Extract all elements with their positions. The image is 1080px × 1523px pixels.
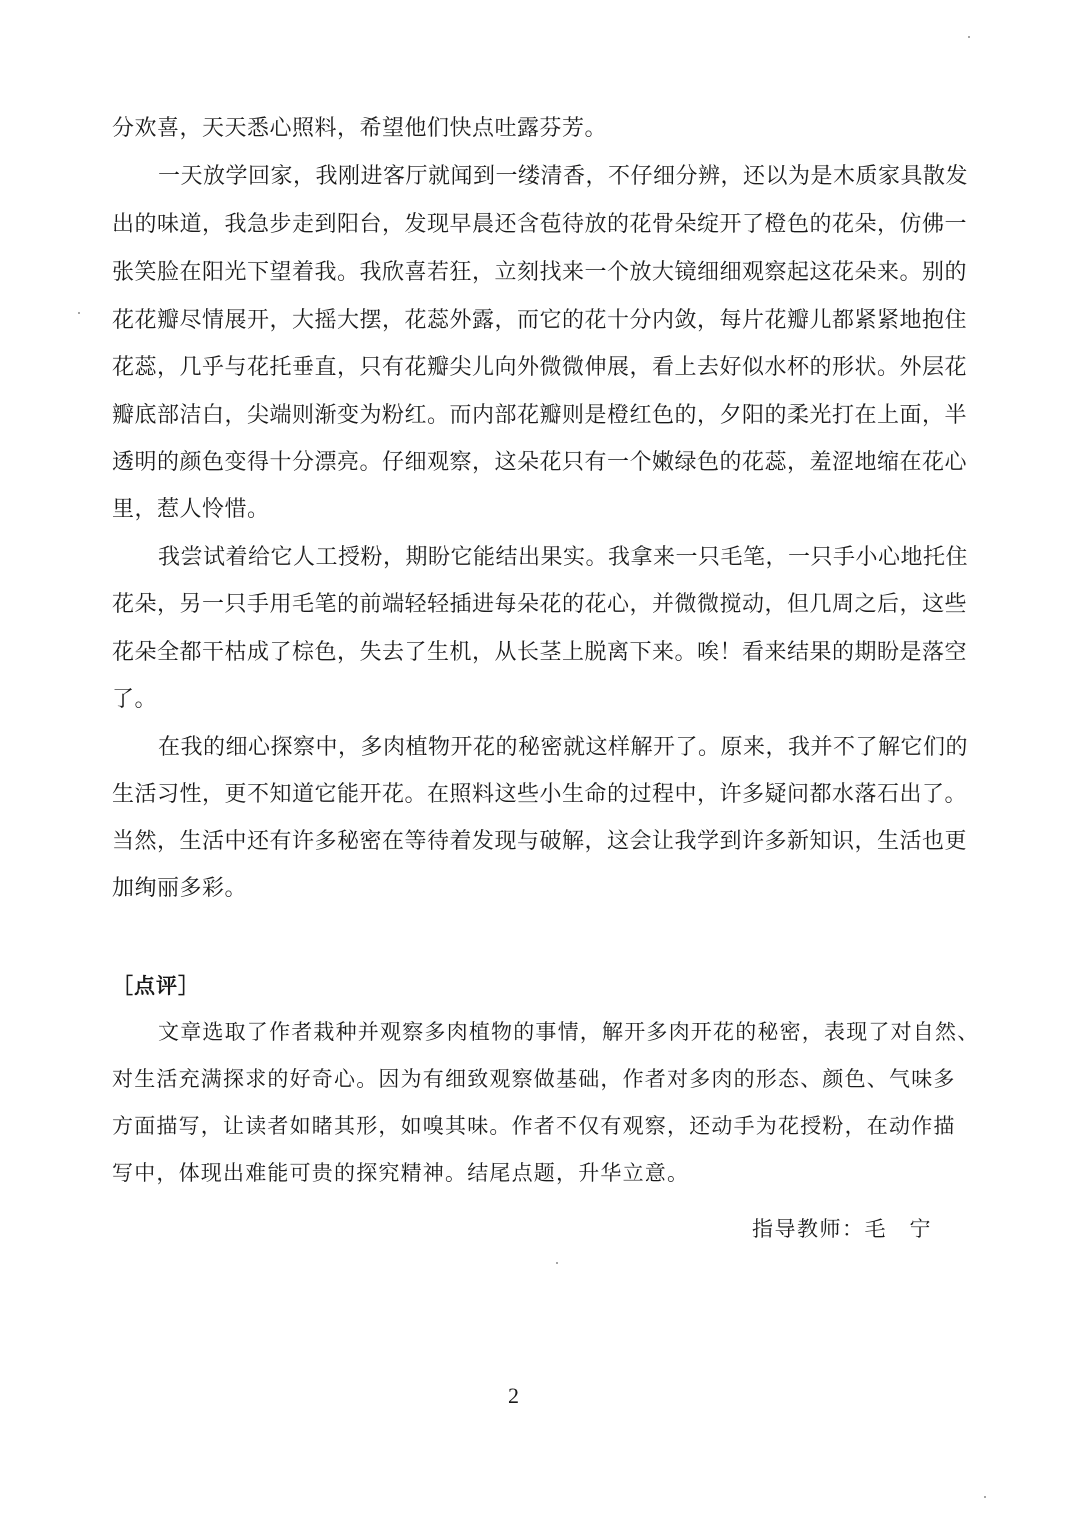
essay-line: 我尝试着给它人工授粉，期盼它能结出果实。我拿来一只毛笔，一只手小心地托住: [158, 545, 969, 570]
scan-speck: [968, 36, 970, 38]
essay-line: 一天放学回家，我刚进客厅就闻到一缕清香，不仔细分辨，还以为是木质家具散发: [158, 164, 969, 189]
essay-line: 分欢喜，天天悉心照料，希望他们快点吐露芬芳。: [112, 116, 608, 141]
essay-line: 在我的细心探察中，多肉植物开花的秘密就这样解开了。原来，我并不了解它们的: [158, 735, 969, 760]
essay-line: 透明的颜色变得十分漂亮。仔细观察，这朵花只有一个嫩绿色的花蕊，羞涩地缩在花心: [112, 450, 968, 475]
essay-line: 瓣底部洁白，尖端则渐变为粉红。而内部花瓣则是橙红色的，夕阳的柔光打在上面，半: [112, 403, 968, 428]
comment-line: 文章选取了作者栽种并观察多肉植物的事情，解开多肉开花的秘密，表现了对自然、: [158, 1020, 980, 1044]
essay-line: 花蕊，几乎与花托垂直，只有花瓣尖儿向外微微伸展，看上去好似水杯的形状。外层花: [112, 355, 968, 380]
essay-line: 花朵全都干枯成了棕色，失去了生机，从长茎上脱离下来。唉！看来结果的期盼是落空: [112, 640, 968, 665]
essay-line: 花花瓣尽情展开，大摇大摆，花蕊外露，而它的花十分内敛，每片花瓣儿都紧紧地抱住: [112, 308, 968, 333]
essay-line: 张笑脸在阳光下望着我。我欣喜若狂，立刻找来一个放大镜细细观察起这花朵来。别的: [112, 260, 968, 285]
essay-line: 里，惹人怜惜。: [112, 497, 270, 522]
scan-speck: [78, 312, 80, 314]
essay-line: 花朵，另一只手用毛笔的前端轻轻插进每朵花的花心，并微微搅动，但几周之后，这些: [112, 592, 968, 617]
essay-line: 当然，生活中还有许多秘密在等待着发现与破解，这会让我学到许多新知识，生活也更: [112, 829, 968, 854]
comment-heading: ［点评］: [112, 973, 200, 998]
teacher-signature: 指导教师：毛 宁: [752, 1217, 932, 1241]
comment-line: 写中，体现出难能可贵的探究精神。结尾点题，升华立意。: [112, 1161, 690, 1185]
scan-speck: [984, 1496, 986, 1498]
essay-line: 了。: [112, 687, 158, 712]
page-number: 2: [508, 1383, 519, 1408]
scan-speck: [556, 1262, 558, 1264]
essay-line: 生活习性，更不知道它能开花。在照料这些小生命的过程中，许多疑问都水落石出了。: [112, 782, 968, 807]
comment-line: 对生活充满探求的好奇心。因为有细致观察做基础，作者对多肉的形态、颜色、气味多: [112, 1067, 956, 1091]
essay-line: 加绚丽多彩。: [112, 876, 248, 901]
essay-line: 出的味道，我急步走到阳台，发现早晨还含苞待放的花骨朵绽开了橙色的花朵，仿佛一: [112, 212, 968, 237]
comment-line: 方面描写，让读者如睹其形，如嗅其味。作者不仅有观察，还动手为花授粉，在动作描: [112, 1114, 956, 1138]
